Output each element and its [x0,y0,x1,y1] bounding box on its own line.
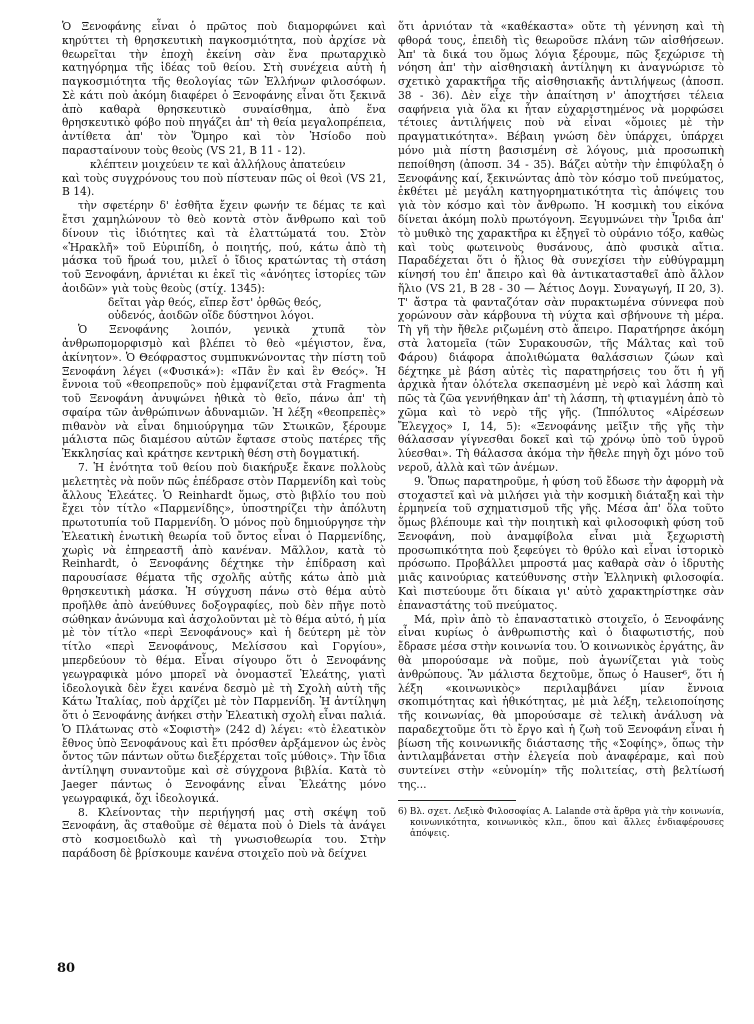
right-column [398,20,724,840]
section-8-paragraph: 8. Κλείνοντας τὴν περιήγησή μας στὴ σκέψη τοῦ Ξενοφάνη, ἂς σταθοῦμε σὲ θέματα ποὺ ὁ Diels τὰ ἀνάγει στὸ κοσμοειδωλὸ καὶ τὴ γνωσιοθεωρία του. Στὴν παράδοση δὲ βρίσκουμε κανένα στοιχεῖο ποὺ νὰ δείχνει [62,805,386,860]
paragraph: Μά, πρὶν ἀπὸ τὸ ἐπαναστατικὸ στοιχεῖο, ὁ Ξενοφάνης εἶναι κυρίως ὁ ἀνθρωπιστὴς καὶ ὁ διαφωτιστής, ποὺ ἔδρασε μέσα στὴν κοινωνία του. Ὁ κοινωνικὸς ἐργάτης, ἂν θὰ μπορούσαμε νὰ ποῦμε, ποὺ ἀγωνίζεται γιὰ τοὺς ἀνθρώπους. Ἂν μάλιστα δεχτοῦμε, ὅπως ὁ Hauser⁶, ὅτι ἡ λέξη «κοινωνικὸς» περιλαμβάνει μίαν ἔννοια σκοπιμότητας καὶ ἠθικότητας, μὲ μιὰ λέξη, τελειοποίησης τῆς κοινωνίας, θὰ μπορούσαμε σὲ τελικὴ ἀνάλυση νὰ παραδεχτοῦμε ὅτι τὸ ἔργο καὶ ἡ ζωὴ τοῦ Ξενοφάνη εἶναι ἡ βίωση τῆς κοινωνικῆς διάστασης τῆς «Σοφίης», ὅπως τὴν ἀντιλαμβάνεται στὴν ἐλεγεία ποὺ ἀναφέραμε, καὶ ποὺ συντείνει στὴν «εὐνομίη» τῆς πολιτείας, στὴ βελτίωσή της... [398,612,724,791]
verse-quote: δεῖται γὰρ θεός, εἴπερ ἔστ' ὀρθῶς θεός, [108,295,322,309]
section-9-paragraph: 9. Ὅπως παρατηροῦμε, ἡ φύση τοῦ ἔδωσε τὴν ἀφορμὴ νὰ στοχαστεῖ καὶ νὰ μιλήσει γιὰ τὴν κοσμικὴ διάταξη καὶ τὴν ἑρμηνεία τοῦ σχηματισμοῦ τῆς γῆς. Μέσα ἀπ' ὅλα τοῦτο ὅμως βλέπουμε καὶ τὴν ποιητικὴ καὶ φιλοσοφικὴ φύση τοῦ Ξενοφάνη, ποὺ ἀναμφίβολα εἶναι μιὰ ξεχωριστὴ προσωπικότητα ποὺ ξεφεύγει τὸ θρύλο καὶ εἶναι ἱστορικὸ πρόσωπο. Προβάλλει μπροστά μας καθαρὰ σὰν ὁ ἱδρυτὴς μιᾶς καινούριας κατεύθυνσης στὴν Ἑλληνικὴ φιλοσοφία. Καὶ πιστεύουμε ὅτι δίκαια γι' αὐτὸ χαρακτηρίστηκε σὰν ἐπαναστάτης τοῦ πνεύματος. [398,474,724,612]
paragraph: καὶ τοὺς συγχρόνους του ποὺ πίστευαν πῶς οἱ θεοὶ (VS 21, Β 14). [62,171,386,199]
paragraph: Ὁ Ξενοφάνης λοιπόν, γενικὰ χτυπᾶ τὸν ἀνθρωπομορφισμὸ καὶ βλέπει τὸ θεὸ «μέγιστον, ἕνα, ἀκίνητον». Ὁ Θεόφραστος συμπυκνώνοντας τὴν πίστη τοῦ Ξενοφάνη λέγει («Φυσικά»): «Πᾶν ἓν καὶ ἓν Θεός». Ἡ ἔννοια τοῦ «θεοπρεποῦς» ποὺ ἐμφανίζεται στὰ Fragmenta τοῦ Ξενοφάνη ἀνυψώνει ἠθικὰ τὸ θεῖο, πάνω ἀπ' τὴ σφαίρα τῶν ἀνθρώπινων ἀδυναμιῶν. Ἡ λέξη «θεοπρεπὲς» πιθανὸν νὰ εἶναι δημιούργημα τῶν Στωικῶν, ξέρουμε μάλιστα πῶς διαμέσου αὐτῶν ἔφτασε στοὺς πατέρες τῆς Ἐκκλησίας καὶ κράτησε κεντρικὴ θέση στὴ δογματική. [62,323,386,461]
section-7-paragraph: 7. Ἡ ἑνότητα τοῦ θείου ποὺ διακήρυξε ἔκανε πολλοὺς μελετητὲς νὰ ποῦν πῶς ἐπέδρασε στὸν Παρμενίδη καὶ τοὺς ἄλλους Ἐλεάτες. Ὁ Reinhardt ὅμως, στὸ βιβλίο του ποὺ ἔχει τὸν τίτλο «Παρμενίδης», ὑποστηρίζει τὴν ἀπόλυτη πρωτοτυπία τοῦ Παρμενίδη. Ὁ μόνος ποὺ δημιούργησε τὴν Ἐλεατικὴ ἑνωτικὴ θεωρία τοῦ ὄντος εἶναι ὁ Παρμενίδης, χωρὶς νὰ ἐπηρεαστῆ ἀπὸ κανέναν. Μᾶλλον, κατὰ τὸ Reinhardt, ὁ Ξενοφάνης δέχτηκε τὴν ἐπίδραση καὶ παρουσίασε θέματα τῆς σχολῆς αὐτῆς κάτω ἀπὸ μιὰ θρησκευτικὴ μάσκα. Ἡ σύγχυση πάνω στὸ θέμα αὐτὸ προῆλθε ἀπὸ ἀνεύθυνες δοξογραφίες, ποὺ δὲν πῆγε ποτὸ σώθηκαν ἀνώνυμα καὶ ἀσχολοῦνται μὲ τὸ θέμα αὐτό, ἡ μία μὲ τὸν τίτλο «περὶ Ξενοφάνους» καὶ ἡ δεύτερη μὲ τὸν τίτλο «περὶ Ξενοφάνους, Μελίσσου καὶ Γοργίου», μπερδεύουν τὸ θέμα. Εἶναι σίγουρο ὅτι ὁ Ξενοφάνης γεωγραφικὰ μόνο μπορεῖ νὰ ὀνομαστεῖ Ἐλεάτης, γιατὶ ἰδεολογικὰ δὲν ἔχει κανένα δεσμὸ μὲ τὴ Σχολὴ αὐτὴ τῆς Κάτω Ἰταλίας, ποὺ ἀρχίζει μὲ τὸν Παρμενίδη. Ἡ ἀντίληψη ὅτι ὁ Ξενοφάνης ἀνήκει στὴν Ἐλεατικὴ σχολὴ εἶναι παλιά. Ὁ Πλάτωνας στὸ «Σοφιστὴ» (242 d) λέγει: «τὸ ἐλεατικὸν ἔθνος ὑπὸ Ξενοφάνους καὶ ἔτι πρόσθεν ἀρξάμενον ὡς ἑνὸς ὄντος τῶν πάντων οὕτω διεξέρχεται τοῖς μύθοις». Τὴν ἴδια ἀντίληψη συναντοῦμε καὶ σὲ σύγχρονα βιβλία. Κατὰ τὸ Jaeger πάντως ὁ Ξενοφάνης εἶναι Ἐλεάτης μόνο γεωγραφικά, ὄχι ἰδεολογικά. [62,461,386,805]
verse-quote: κλέπτειν μοιχεύειν τε καὶ ἀλλήλους ἀπατεύειν [90,157,346,171]
paragraph: τὴν σφετέρην δ' ἐσθῆτα ἔχειν φωνήν τε δέμας τε καὶ ἔτσι χαμηλώνουν τὸ θεὸ κοντὰ στὸν ἄνθρωπο καὶ τοῦ δίνουν τὶς ἰδιότητες καὶ τὰ ἐλαττώματά του. Στὸν «Ἡρακλῆ» τοῦ Εὐριπίδη, ὁ ποιητής, πού, κάτω ἀπὸ τὴ μάσκα τοῦ ἥρωά του, μιλεῖ ὁ ἴδιος κρατώντας τὴ στάση τοῦ Ξενοφάνη, ἀρνιέται κι ἐκεῖ τὶς «ἀνόητες ἱστορίες τῶν ἀοιδῶν» γιὰ τοὺς θεοὺς (στίχ. 1345): [62,199,386,295]
page-number: 80 [57,961,76,976]
left-column [62,20,386,861]
footnote-divider [398,800,516,801]
paragraph: Ὁ Ξενοφάνης εἶναι ὁ πρῶτος ποὺ διαμορφώνει καὶ κηρύττει τὴ θρησκευτικὴ παγκοσμιότητα, ποὺ ἀρχίσε νὰ θεωρεῖται τὴν ἐποχὴ ἐκείνη σὰν ἕνα πρωταρχικὸ κατηγόρημα τῆς ἰδέας τοῦ θείου. Στὴ συνέχεια αὐτὴ ἡ παγκοσμιότητα τῆς θεολογίας τῶν Ἑλλήνων φιλοσόφων. Σὲ κάτι ποὺ ἀκόμη διαφέρει ὁ Ξενοφάνης εἶναι ὅτι ξεκινᾶ ἀπὸ καθαρὰ θρησκευτικὸ συναίσθημα, ἀπὸ ἕνα θρησκευτικὸ φόβο ποὺ πηγάζει ἀπ' τὴ θεία μεγαλοπρέπεια, ἀντίθετα ἀπ' τὸν Ὅμηρο καὶ τὸν Ἡσίοδο ποὺ παρασταίνουν τοὺς θεοὺς (VS 21, Β 11 - 12). [62,20,386,158]
paragraph: ὅτι ἀρνιόταν τὰ «καθέκαστα» οὔτε τὴ γέννηση καὶ τὴ φθορά τους, ἐπειδὴ τὶς θεωροῦσε πλάνη τῶν αἰσθήσεων. Ἀπ' τὰ δικά του ὅμως λόγια ξέρουμε, πῶς ξεχώρισε τὴ νόηση ἀπ' τὴν αἰσθησιακὴ ἀντίληψη κι ἀναγνώρισε τὸ σχετικὸ χαρακτῆρα τῆς αἰσθησιακῆς ἀντιλήψεως (ἀποσπ. 38 - 36). Δὲν εἶχε τὴν ἀπαίτηση ν' ἀποχτήσει τέλεια σαφήνεια γιὰ ὅλα κι ἦταν εὐχαριστημένος νὰ μορφώσει τέτοιες ἀντιλήψεις ποὺ νὰ εἶναι «ὅμοιες μὲ τὴν πραγματικότητα». Βέβαιη γνώση δὲν ὑπάρχει, ὑπάρχει μόνο μιὰ πίστη βασισμένη σὲ λόγους, μιὰ προσωπικὴ πεποίθηση (ἀποσπ. 34 - 35). Βάζει αὐτὴν τὴν ἐπιφύλαξη ὁ Ξενοφάνης καί, ξεκινώντας ἀπὸ τὸν κόσμο τοῦ πνεύματος, ἐκθέτει μὲ μεγάλη κατηγορηματικότητα τὶς ἀπόψεις του γιὰ τὸν κόσμο καὶ τὸν ἄνθρωπο. Ἡ κοσμικὴ του εἰκόνα δίνεται ἀκόμη πολὺ πρωτόγονη. Ξεγυμνώνει τὴν Ἶριδα ἀπ' τὸ μυθικὸ της χαρακτῆρα κι ἐξηγεῖ τὸ οὐράνιο τόξο, καθὼς καὶ τοὺς φωτεινοὺς θυσάνους, ἀπὸ φυσικὰ αἴτια. Παραδέχεται ὅτι ὁ ἥλιος θὰ συνεχίσει τὴν εὐθύγραμμη κίνησή του ἐπ' ἄπειρο καὶ θὰ ἀντικατασταθεῖ ἀπὸ ἄλλον ἥλιο (VS 21, Β 28 - 30 — Ἀέτιος Δογμ. Συναγωγή, ΙΙ 20, 3). Τ' ἄστρα τὰ φανταζόταν σὰν πυρακτωμένα σύννεφα ποὺ χορώνουν σὰν κάρβουνα τὴ νύχτα καὶ σβήνουνε τὴ μέρα. Τὴ γῆ τὴν ἤθελε ριζωμένη στὸ ἄπειρο. Παρατήρησε ἀκόμη στὰ λατομεῖα (τῶν Συρακουσῶν, τῆς Μάλτας καὶ τοῦ Φάρου) διάφορα ἀπολιθώματα θαλάσσιων ζώων καὶ δέχτηκε μὲ βάση αὐτὲς τὶς παρατηρήσεις του ὅτι ἡ γῆ ἀρχικὰ ἦταν ὁλότελα σκεπασμένη μὲ νερὸ καὶ λάσπη καὶ πῶς τὰ ζῶα γεννήθηκαν ἀπ' τὴ λάσπη, τὴ φτιαγμένη ἀπὸ τὸ χῶμα καὶ τὸ νερὸ τῆς γῆς. (Ἱππόλυτος «Αἱρέσεων Ἔλεγχος» Ι, 14, 5): «Ξενοφάνης μεῖξιν τῆς γῆς τὴν θάλασσαν γίγνεσθαι δοκεῖ καὶ τῷ χρόνῳ ὑπὸ τοῦ ὑγροῦ λύεσθαι». Τὴ θάλασσα ἀκόμα τὴν ἤθελε πηγὴ ὄχι μόνο τοῦ νεροῦ, ἀλλὰ καὶ τῶν ἀνέμων. [398,20,724,474]
footnote: 6) Βλ. σχετ. Λεξικὸ Φιλοσοφίας A. Lalande στὰ ἄρθρα γιὰ τὴν κοινωνία, κοινωνικότητα, κοινωνικὸς κλπ., ὅπου καὶ ἄλλες ἐνδιαφέρουσες ἀπόψεις. [398,806,724,839]
verse-quote: οὐδενός, ἀοιδῶν οἵδε δύστηνοι λόγοι. [108,309,315,323]
